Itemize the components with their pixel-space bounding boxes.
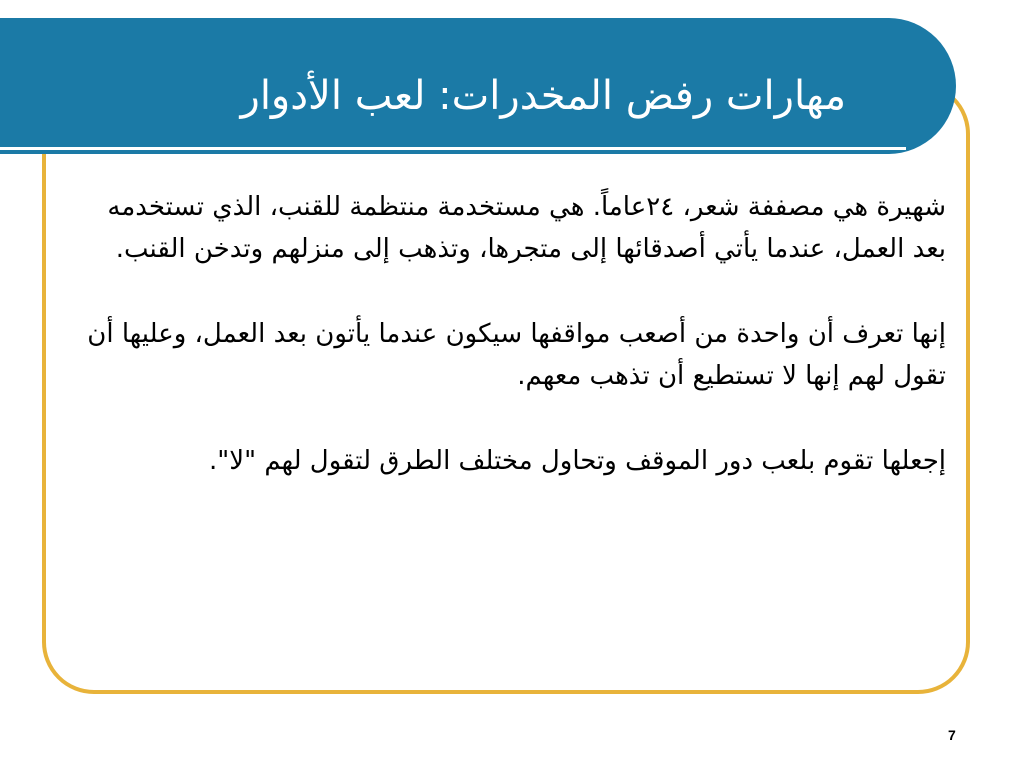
paragraph-intro: شهيرة هي مصففة شعر، ٢٤عاماً. هي مستخدمة منتظمة للقنب، الذي تستخدمه بعد العمل، عندما يأتي أصدقائها إلى متجرها، وتذهب إلى منزلهم وتدخن القنب. (107, 192, 946, 264)
slide-body (80, 186, 946, 525)
paragraph-instruction: إجعلها تقوم بلعب دور الموقف وتحاول مختلف الطرق لتقول لهم "لا". (209, 446, 946, 476)
paragraph-situation: إنها تعرف أن واحدة من أصعب مواقفها سيكون عندما يأتون بعد العمل، وعليها أن تقول لهم إنها لا تستطيع أن تذهب معهم. (87, 319, 946, 391)
page-number: 7 (948, 727, 956, 743)
slide-title: مهارات رفض المخدرات: لعب الأدوار (240, 73, 846, 119)
title-underline (0, 147, 906, 150)
title-bar (0, 18, 956, 154)
